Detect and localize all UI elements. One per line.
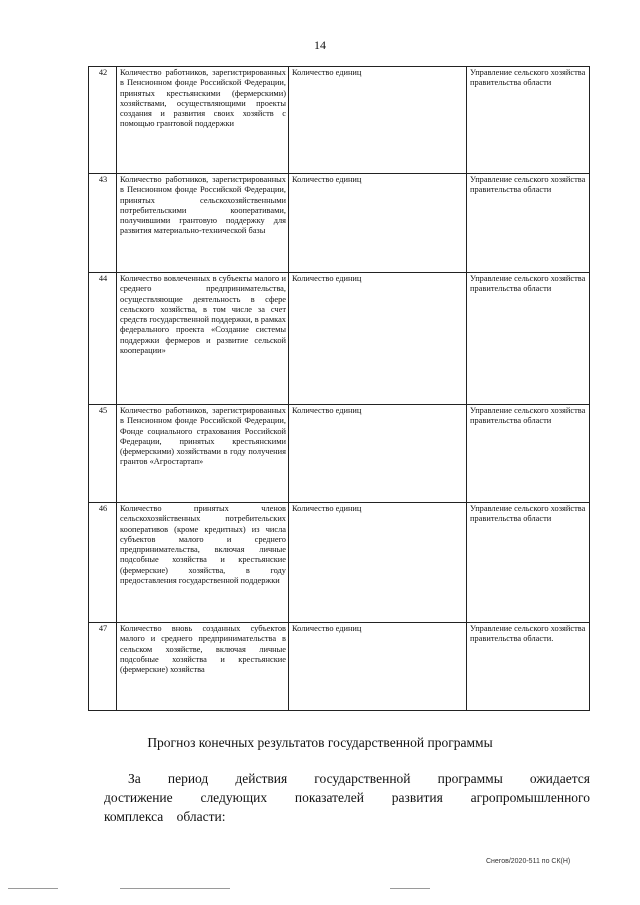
unit-of-measure: Количество единиц <box>289 67 467 174</box>
scan-edge-line <box>120 888 230 889</box>
responsible-executor: Управление сельского хозяйства правительства области <box>467 503 590 623</box>
body-paragraph: За период действия государственной программы ожидается достижение следующих показателей развития агропромышленного комплекса области: <box>104 771 590 824</box>
table-row <box>89 67 590 174</box>
table-row <box>89 405 590 503</box>
indicator-name: Количество вовлеченных в субъекты малого и среднего предпринимательства, осуществляющие деятельность в сфере сельского хозяйства, в том числе за счет средств государственной поддержки, в рамках федерального проекта «Создание системы поддержки фермеров и развитие сельской кооперации» <box>117 273 289 405</box>
row-number: 43 <box>89 174 117 273</box>
responsible-executor: Управление сельского хозяйства правительства области <box>467 67 590 174</box>
responsible-executor: Управление сельского хозяйства правительства области <box>467 273 590 405</box>
responsible-executor: Управление сельского хозяйства правительства области <box>467 174 590 273</box>
indicator-name: Количество принятых членов сельскохозяйственных потребительских кооперативов (кроме кредитных) из числа субъектов малого и среднего предпринимательства, включая личные подсобные хозяйства и крестьянские (фермерские) хозяйства, в году предоставления государственной поддержки <box>117 503 289 623</box>
row-number: 45 <box>89 405 117 503</box>
unit-of-measure: Количество единиц <box>289 405 467 503</box>
responsible-executor: Управление сельского хозяйства правительства области. <box>467 623 590 711</box>
table-row <box>89 503 590 623</box>
unit-of-measure: Количество единиц <box>289 623 467 711</box>
document-reference: Снегов/2020-511 по СК(Н) <box>486 858 571 865</box>
unit-of-measure: Количество единиц <box>289 503 467 623</box>
unit-of-measure: Количество единиц <box>289 273 467 405</box>
unit-of-measure: Количество единиц <box>289 174 467 273</box>
table-row <box>89 273 590 405</box>
table-row <box>89 174 590 273</box>
row-number: 46 <box>89 503 117 623</box>
scan-edge-line <box>8 888 58 889</box>
table-row <box>89 623 590 711</box>
indicator-name: Количество вновь созданных субъектов малого и среднего предпринимательства в сельском хозяйстве, включая личные подсобные хозяйства и крестьянские (фермерские) хозяйства <box>117 623 289 711</box>
row-number: 47 <box>89 623 117 711</box>
row-number: 44 <box>89 273 117 405</box>
indicator-name: Количество работников, зарегистрированных в Пенсионном фонде Российской Федерации, принятых сельскохозяйственными потребительскими кооперативами, получившими грантовую поддержку для развития материально-технической базы <box>117 174 289 273</box>
section-heading: Прогноз конечных результатов государственной программы <box>147 735 493 750</box>
indicator-name: Количество работников, зарегистрированных в Пенсионном фонде Российской Федерации, Фонде социального страхования Российской Федерации, принятых крестьянскими (фермерскими) хозяйствами в году получения грантов «Агростартап» <box>117 405 289 503</box>
indicator-name: Количество работников, зарегистрированных в Пенсионном фонде Российской Федерации, принятых крестьянскими (фермерскими) хозяйствами, осуществляющими проекты создания и развития своих хозяйств с помощью грантовой поддержки <box>117 67 289 174</box>
scan-edge-line <box>390 888 430 889</box>
indicators-table <box>88 66 590 711</box>
responsible-executor: Управление сельского хозяйства правительства области <box>467 405 590 503</box>
page-number: 14 <box>314 38 326 52</box>
row-number: 42 <box>89 67 117 174</box>
